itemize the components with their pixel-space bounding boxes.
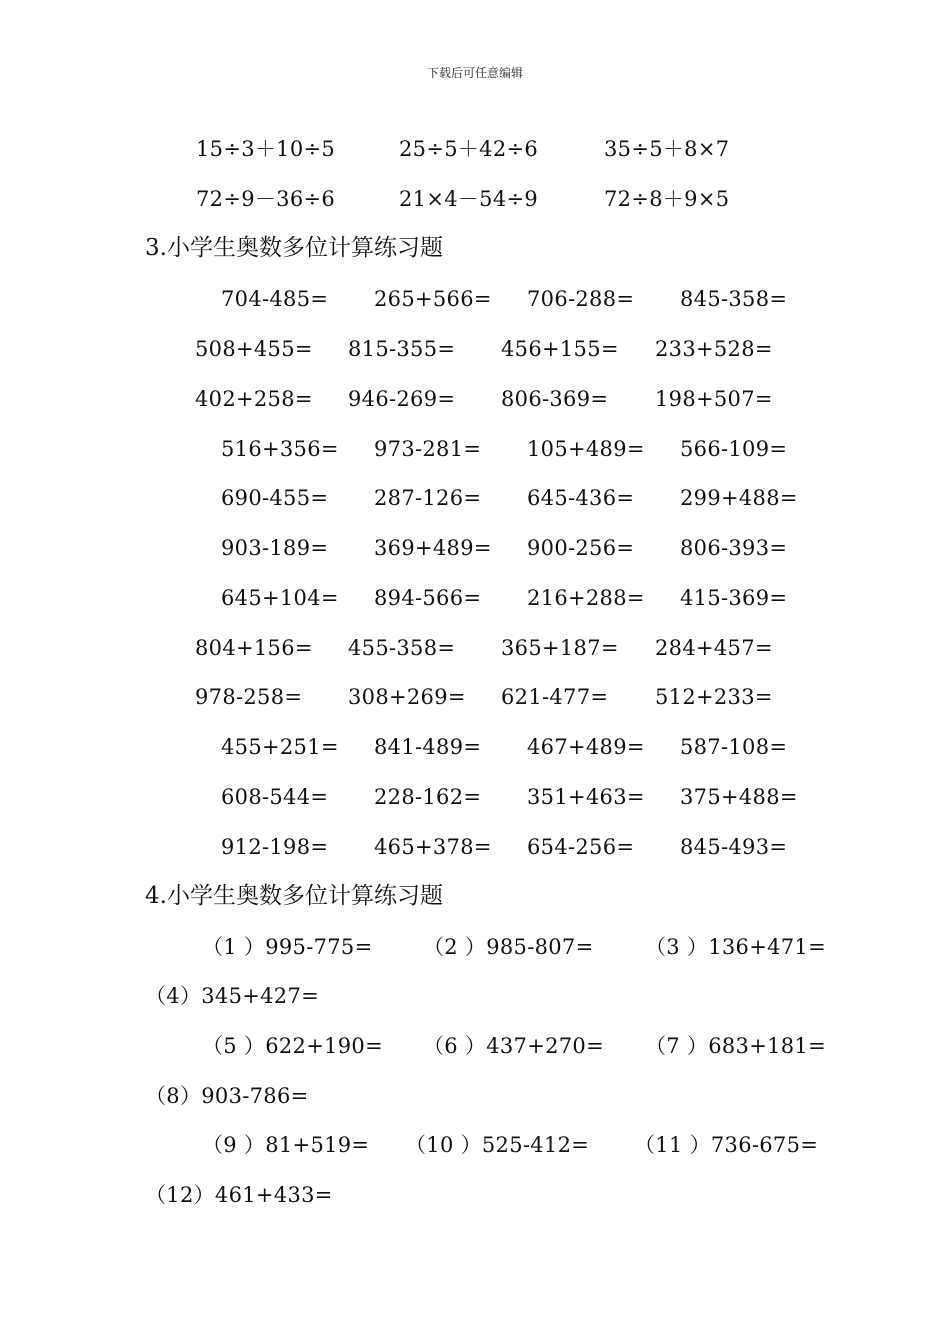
- page-header: 下载后可任意编辑: [426, 66, 523, 80]
- section-title: 3.小学生奥数多位计算练习题: [145, 235, 443, 261]
- problem: 706-288=: [527, 287, 635, 311]
- numbered-problem: （9 ）81+519=: [202, 1133, 370, 1157]
- problem: 105+489=: [527, 437, 645, 461]
- problem: 369+489=: [374, 536, 492, 560]
- problem: 946-269=: [348, 387, 456, 411]
- problem: 704-485=: [221, 287, 329, 311]
- numbered-problem: （6 ）437+270=: [423, 1034, 604, 1058]
- problem: 845-493=: [680, 835, 788, 859]
- expression: 35÷5＋8×7: [604, 137, 730, 161]
- problem: 645+104=: [221, 586, 339, 610]
- problem: 645-436=: [527, 486, 635, 510]
- numbered-problem: （11 ）736-675=: [634, 1133, 819, 1157]
- problem: 351+463=: [527, 785, 645, 809]
- problem-row: [0, 1180, 950, 1210]
- problem: 806-393=: [680, 536, 788, 560]
- problem: 903-189=: [221, 536, 329, 560]
- problem: 512+233=: [655, 685, 773, 709]
- problem: 654-256=: [527, 835, 635, 859]
- problem-row: [0, 732, 950, 762]
- problem: 621-477=: [501, 685, 609, 709]
- problem-row: [0, 1031, 950, 1061]
- expression: 21×4－54÷9: [399, 187, 539, 211]
- numbered-problem: （5 ）622+190=: [202, 1034, 383, 1058]
- numbered-problem: （4）345+427=: [145, 984, 320, 1008]
- problem: 365+187=: [501, 636, 619, 660]
- numbered-problem: （3 ）136+471=: [645, 935, 826, 959]
- numbered-problem: （8）903-786=: [145, 1084, 309, 1108]
- problem: 233+528=: [655, 337, 773, 361]
- problem-row: [0, 633, 950, 663]
- problem: 465+378=: [374, 835, 492, 859]
- problem: 845-358=: [680, 287, 788, 311]
- expression: 25÷5＋42÷6: [399, 137, 539, 161]
- problem-row: [0, 782, 950, 812]
- problem: 402+258=: [195, 387, 313, 411]
- problem-row: [0, 981, 950, 1011]
- problem: 841-489=: [374, 735, 482, 759]
- problem: 508+455=: [195, 337, 313, 361]
- problem: 287-126=: [374, 486, 482, 510]
- expression-row: [0, 134, 950, 164]
- problem: 228-162=: [374, 785, 482, 809]
- problem-row: [0, 533, 950, 563]
- problem-row: [0, 1130, 950, 1160]
- problem-row: [0, 284, 950, 314]
- problem: 456+155=: [501, 337, 619, 361]
- section-title: 4.小学生奥数多位计算练习题: [145, 883, 443, 909]
- problem: 216+288=: [527, 586, 645, 610]
- problem: 690-455=: [221, 486, 329, 510]
- problem-row: [0, 334, 950, 364]
- problem: 900-256=: [527, 536, 635, 560]
- expression: 72÷9－36÷6: [196, 187, 336, 211]
- problem: 299+488=: [680, 486, 798, 510]
- problem-row: [0, 583, 950, 613]
- expression: 72÷8＋9×5: [604, 187, 730, 211]
- problem: 587-108=: [680, 735, 788, 759]
- problem: 455-358=: [348, 636, 456, 660]
- problem: 973-281=: [374, 437, 482, 461]
- problem: 912-198=: [221, 835, 329, 859]
- problem: 284+457=: [655, 636, 773, 660]
- problem: 375+488=: [680, 785, 798, 809]
- problem: 608-544=: [221, 785, 329, 809]
- expression: 15÷3＋10÷5: [196, 137, 336, 161]
- expression-row: [0, 184, 950, 214]
- problem-row: [0, 434, 950, 464]
- numbered-problem: （7 ）683+181=: [645, 1034, 826, 1058]
- problem: 978-258=: [195, 685, 303, 709]
- problem: 566-109=: [680, 437, 788, 461]
- problem: 894-566=: [374, 586, 482, 610]
- problem: 198+507=: [655, 387, 773, 411]
- problem-row: [0, 682, 950, 712]
- numbered-problem: （12）461+433=: [145, 1183, 333, 1207]
- numbered-problem: （2 ）985-807=: [423, 935, 594, 959]
- problem-row: [0, 384, 950, 414]
- numbered-problem: （10 ）525-412=: [405, 1133, 590, 1157]
- problem: 467+489=: [527, 735, 645, 759]
- problem: 415-369=: [680, 586, 788, 610]
- problem-row: [0, 932, 950, 962]
- problem: 308+269=: [348, 685, 466, 709]
- problem: 455+251=: [221, 735, 339, 759]
- problem: 806-369=: [501, 387, 609, 411]
- problem: 815-355=: [348, 337, 456, 361]
- problem: 804+156=: [195, 636, 313, 660]
- numbered-problem: （1 ）995-775=: [202, 935, 373, 959]
- problem-row: [0, 832, 950, 862]
- problem: 516+356=: [221, 437, 339, 461]
- problem-row: [0, 483, 950, 513]
- problem-row: [0, 1081, 950, 1111]
- problem: 265+566=: [374, 287, 492, 311]
